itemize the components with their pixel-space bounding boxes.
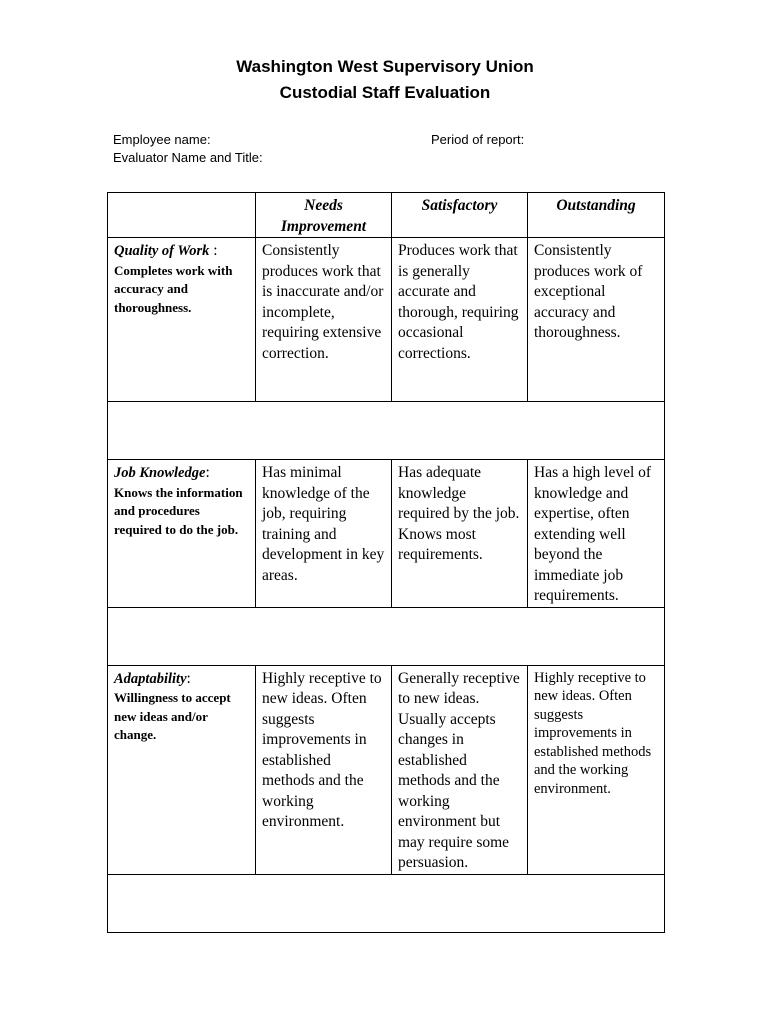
employee-name-label: Employee name: [113, 132, 211, 147]
needs-improvement-cell: Consistently produces work that is inaccurate and/or incomplete, requiring extensive correction. [256, 238, 392, 402]
table-row [108, 460, 665, 608]
table-header-row [108, 193, 665, 238]
criteria-name: Quality of Work [114, 243, 210, 259]
evaluation-table [107, 192, 665, 933]
needs-improvement-cell: Has minimal knowledge of the job, requiring training and development in key areas. [256, 460, 392, 608]
period-of-report-label: Period of report: [431, 132, 525, 147]
criteria-suffix: : [205, 464, 210, 481]
form-title: Custodial Staff Evaluation [279, 83, 491, 102]
comment-row [108, 607, 665, 665]
header-needs-improvement: Needs Improvement [256, 193, 392, 238]
header-satisfactory: Satisfactory [392, 193, 528, 238]
criteria-suffix: : [186, 669, 191, 687]
outstanding-cell: Has a high level of knowledge and expertise, often extending well beyond the immediate job requirements. [528, 460, 665, 608]
criteria-name: Job Knowledge [114, 465, 206, 481]
criteria-cell [108, 238, 256, 402]
criteria-name: Adaptability [114, 670, 187, 687]
comment-cell[interactable] [108, 874, 665, 932]
header-outstanding: Outstanding [528, 193, 665, 238]
satisfactory-cell: Generally receptive to new ideas. Usually accepts changes in established methods and the working environment but may require some persuasion. [392, 665, 528, 874]
comment-row [108, 402, 665, 460]
criteria-cell [108, 665, 256, 874]
criteria-description: Willingness to accept new ideas and/or change. [114, 690, 231, 742]
outstanding-cell: Highly receptive to new ideas. Often suggests improvements in established methods and the working environment. [528, 665, 665, 874]
header-criteria-cell [108, 193, 256, 238]
table-row [108, 665, 665, 874]
criteria-description: Knows the information and procedures required to do the job. [114, 484, 243, 537]
criteria-description: Completes work with accuracy and thoroughness. [114, 262, 233, 315]
needs-improvement-cell: Highly receptive to new ideas. Often suggests improvements in established methods and the working environment. [256, 665, 392, 874]
evaluator-label: Evaluator Name and Title: [113, 150, 263, 165]
satisfactory-cell: Has adequate knowledge required by the job. Knows most requirements. [392, 460, 528, 608]
outstanding-cell: Consistently produces work of exceptional accuracy and thoroughness. [528, 238, 665, 402]
comment-cell[interactable] [108, 607, 665, 665]
satisfactory-cell: Produces work that is generally accurate and thorough, requiring occasional corrections. [392, 238, 528, 402]
comment-row [108, 874, 665, 932]
organization-title: Washington West Supervisory Union [236, 57, 534, 76]
table-row [108, 238, 665, 402]
criteria-suffix: : [209, 242, 218, 259]
comment-cell[interactable] [108, 402, 665, 460]
criteria-cell [108, 460, 256, 608]
